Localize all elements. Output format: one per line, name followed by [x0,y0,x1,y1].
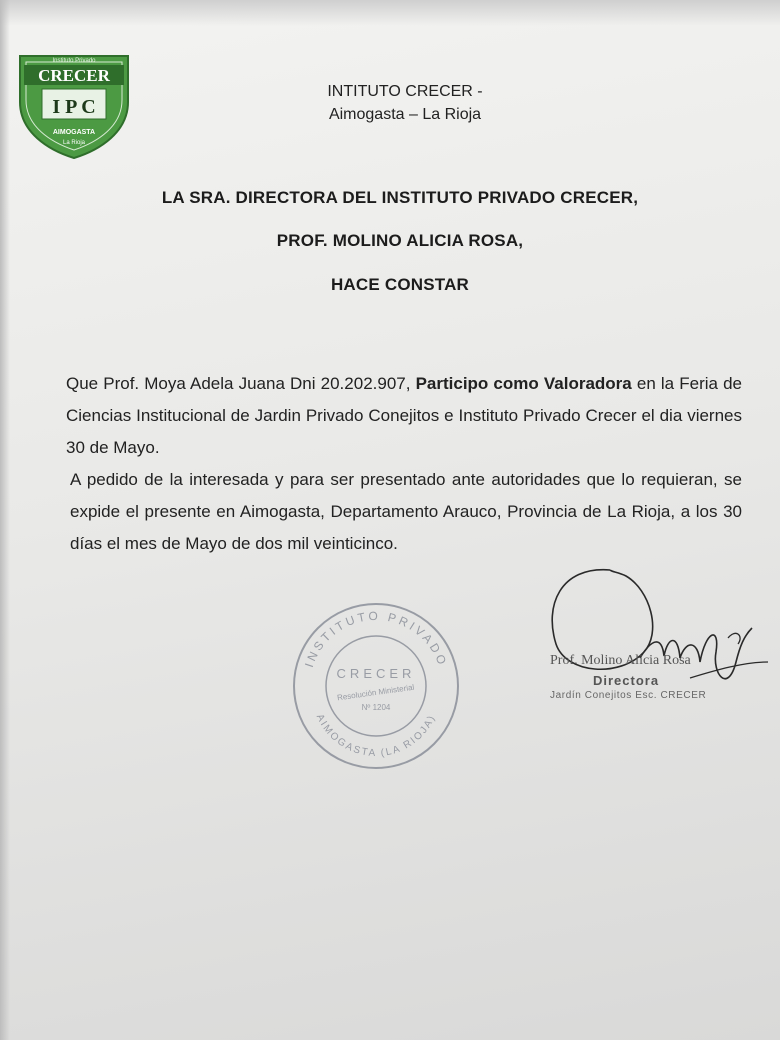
logo-top-text: Instituto Privado [52,58,96,64]
body-p1-bold: Participo como Valoradora [415,374,632,393]
photo-shadow-left [0,0,10,1040]
stamp-outer-top: INSTITUTO PRIVADO [301,608,451,670]
stamp-center-name: CRECER [336,666,416,681]
school-logo [16,50,132,160]
institute-header [290,80,520,126]
signature-block [540,566,775,716]
signature-role: Directora [593,673,660,688]
photo-shadow-top [0,0,780,26]
signature-institution: Jardín Conejitos Esc. CRECER [550,690,707,701]
body-p1-before: Que Prof. Moya Adela Juana Dni 20.202.907, [66,374,416,393]
svg-text:INSTITUTO PRIVADO [302,609,450,669]
institution-stamp [290,600,462,772]
stamp-resolution: Resolución Ministerial [336,682,415,703]
body-paragraph-1 [66,368,742,464]
heading-director-name: PROF. MOLINO ALICIA ROSA, [276,231,524,250]
heading-director-line: LA SRA. DIRECTORA DEL INSTITUTO PRIVADO CRECER, [161,188,639,207]
logo-location-1: AIMOGASTA [52,129,96,136]
body-p1-after: en la Feria de Ciencias Institucional de Jardin Privado Conejitos e Instituto Privado Crecer el dia viernes 30 de Mayo. [66,374,742,457]
institute-location: Aimogasta – La Rioja [328,106,482,123]
stamp-number: Nº 1204 [361,703,391,712]
stamp-outer-bottom: AIMOGASTA (LA RIOJA) [313,712,439,760]
signature-name: Prof. Molino Alicia Rosa [550,653,691,668]
institute-name: INTITUTO CRECER - [327,83,483,100]
logo-location-2: La Rioja [62,140,86,146]
body-paragraph-2: A pedido de la interesada y para ser presentado ante autoridades que lo requieran, se expide el presente en Aimogasta, Departamento Arauco, Provincia de La Rioja, a los 30 días el mes de Mayo de dos mil veinticinco. [70,470,742,553]
logo-initials: I P C [52,96,96,118]
certificate-body [66,368,742,560]
heading-hace-constar: HACE CONSTAR [330,275,470,294]
logo-name: CRECER [38,66,110,85]
